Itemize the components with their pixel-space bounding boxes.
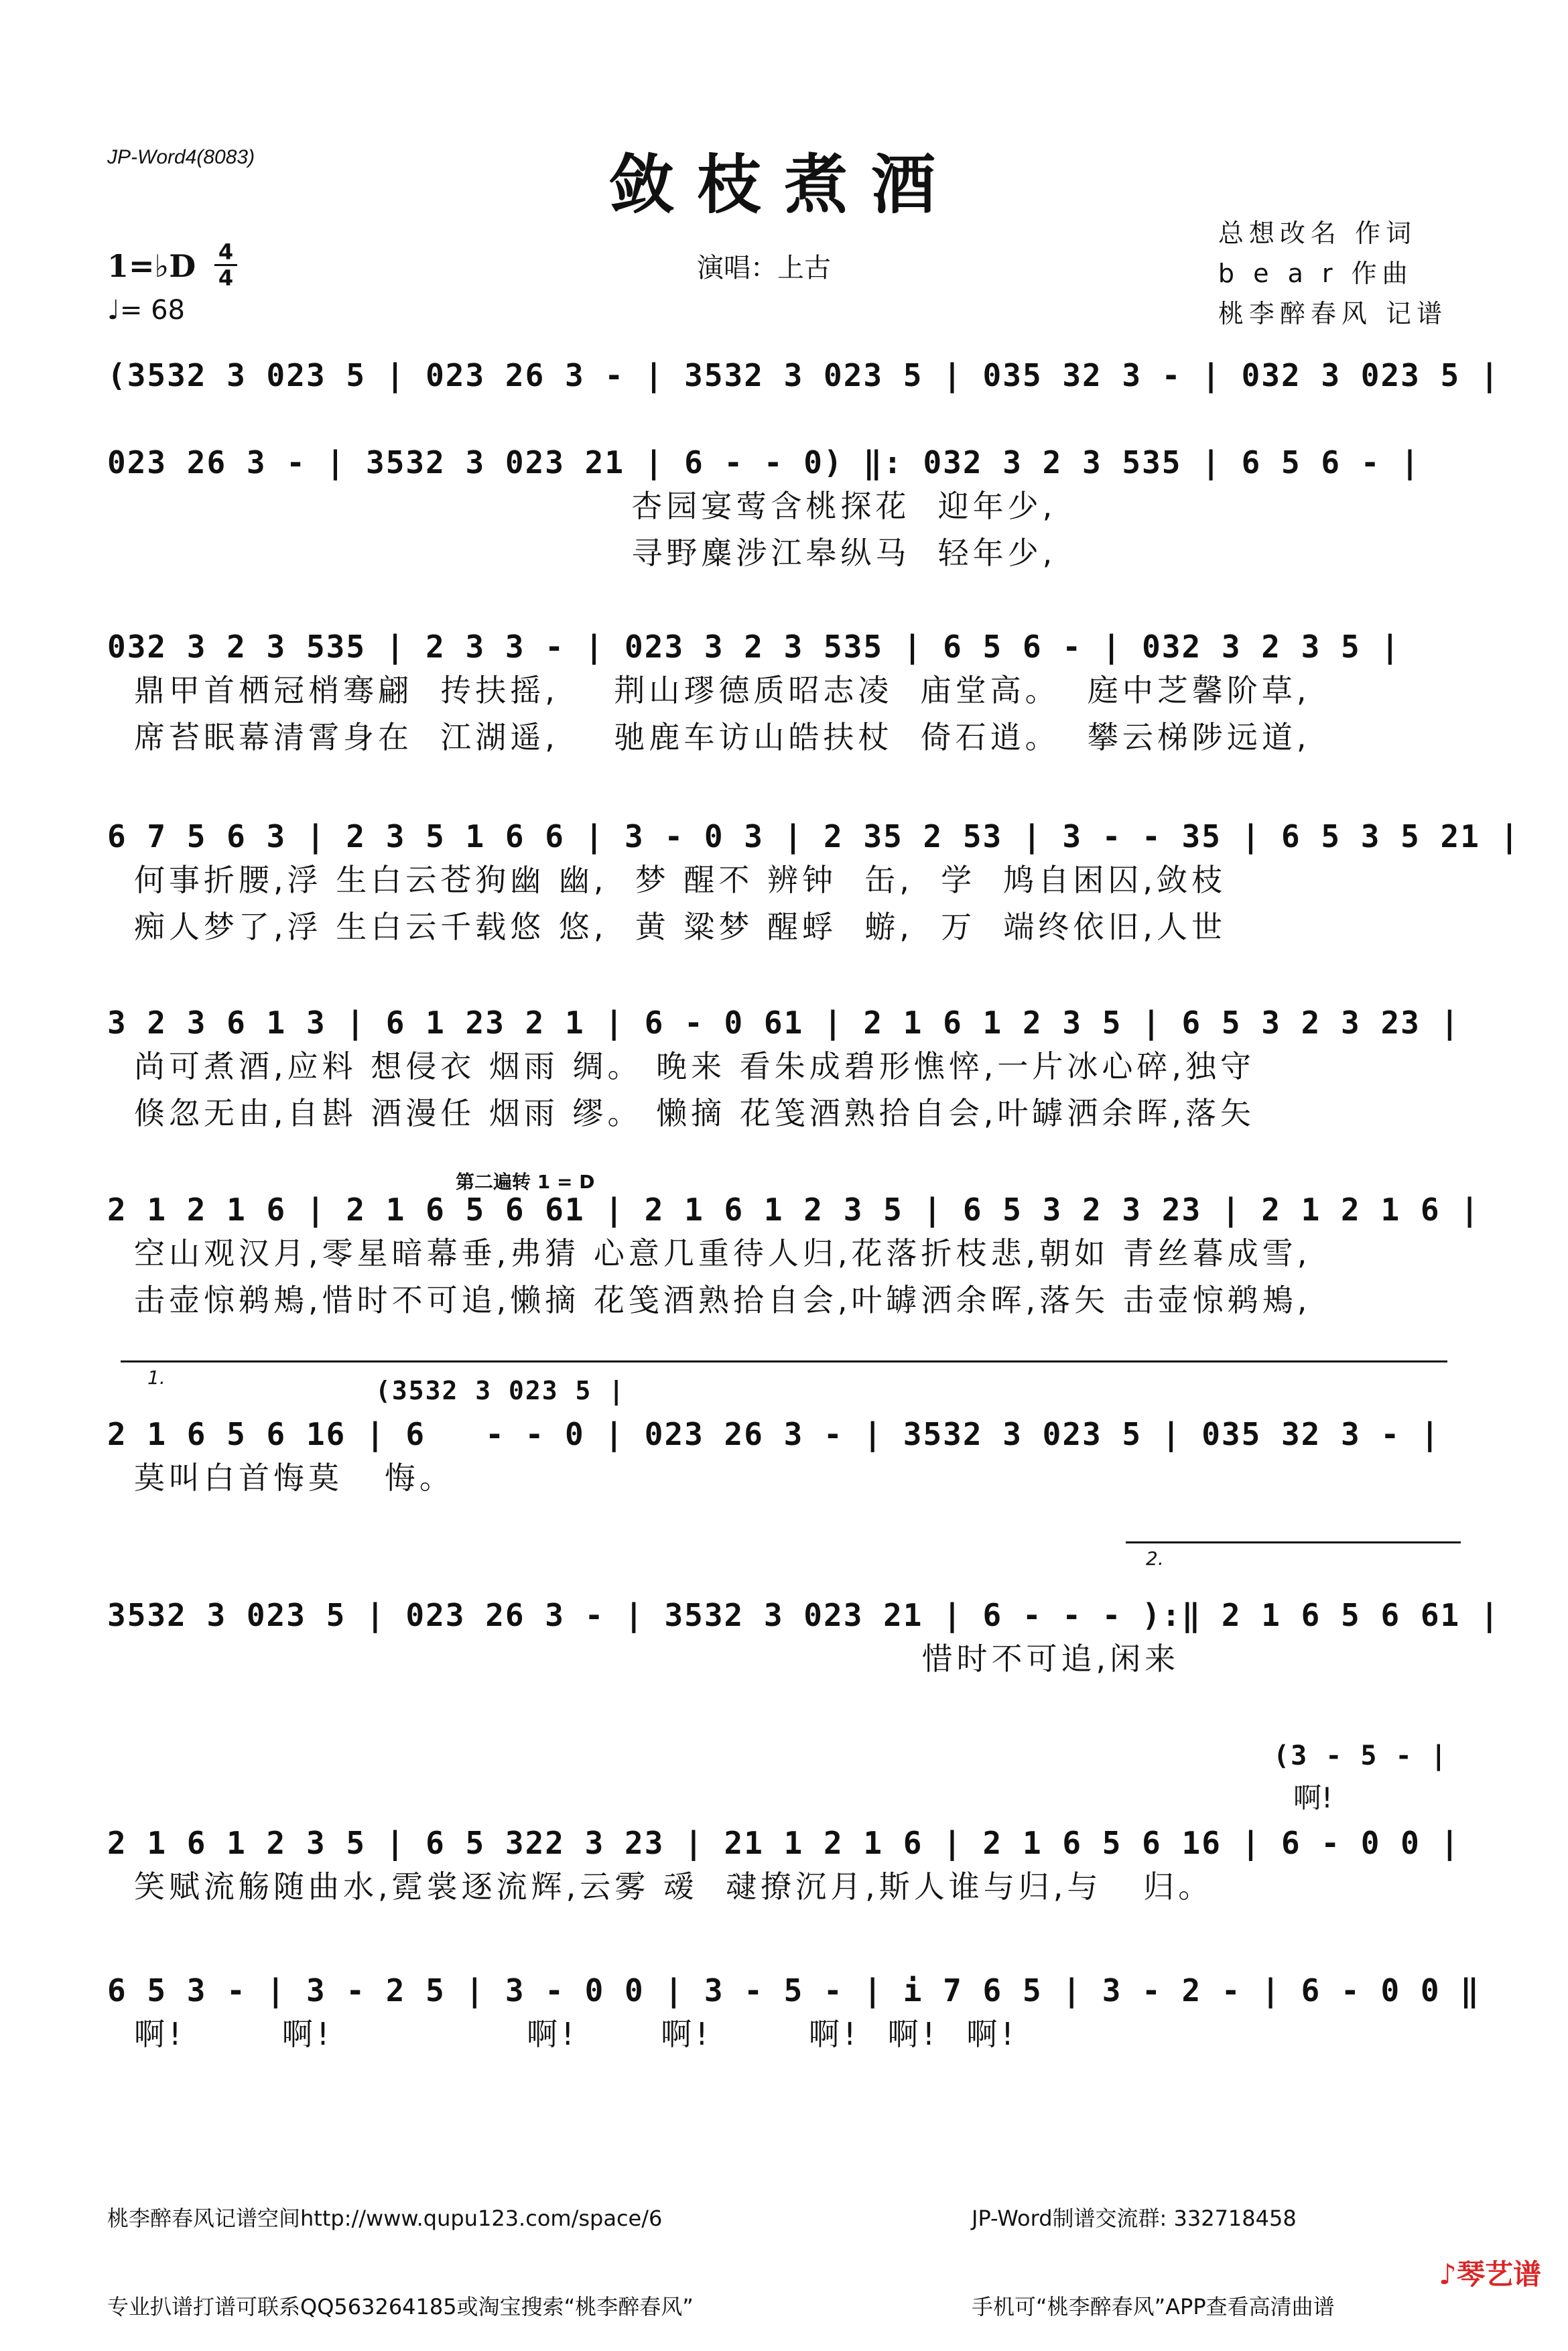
lyric-verse-1: 鼎甲首栖冠梢骞翩 抟扶摇, 荆山璆德质昭志凌 庙堂高。 庭中芝馨阶草, bbox=[134, 672, 1311, 708]
notes-line: 2 1 6 1 2 3 5 | 6 5 322 3 23 | 21 1 2 1 6 | 2 1 6 5 6 16 | 6 - 0 0 | bbox=[107, 1825, 1461, 1861]
footer-app: 手机可“桃李醉春风”APP查看高清曲谱 bbox=[972, 2294, 1335, 2320]
time-top: 4 bbox=[218, 239, 234, 265]
logo-text: 琴艺谱 bbox=[1456, 2258, 1541, 2291]
score-system-9 bbox=[107, 1823, 1461, 1910]
lyric-verse-2: 倏忽无由,自斟 酒漫任 烟雨 缪。 懒摘 花笺酒熟拾自会,叶罅洒余晖,落矢 bbox=[134, 1095, 1255, 1131]
score-system-7 bbox=[107, 1414, 1461, 1501]
lyric-verse-1: 笑赋流觞随曲水,霓裳逐流辉,云雾 叆 叇撩沉月,斯人谁与归,与 归。 bbox=[134, 1868, 1214, 1905]
software-label: JP-Word4(8083) bbox=[107, 146, 255, 168]
lyric-verse-1: 莫叫白首悔莫 悔。 bbox=[134, 1460, 454, 1496]
time-signature bbox=[214, 241, 237, 289]
site-logo bbox=[1439, 2252, 1541, 2293]
footer-space-link: 桃李醉春风记谱空间http://www.qupu123.com/space/6 bbox=[107, 2206, 663, 2231]
notes-line: 3 2 3 6 1 3 | 6 1 23 2 1 | 6 - 0 61 | 2 1 6 1 2 3 5 | 6 5 3 2 3 23 | bbox=[107, 1005, 1461, 1041]
ending-2-label: 2. bbox=[1146, 1547, 1164, 1570]
tempo: ♩= 68 bbox=[107, 295, 185, 326]
credits bbox=[1218, 213, 1447, 334]
singer: 演唱：上古 bbox=[697, 253, 831, 283]
lyricist: 总想改名 作词 bbox=[1218, 218, 1417, 248]
notes-line: 2 1 6 5 6 16 | 6 - - 0 | 023 26 3 - | 3532 3 023 5 | 035 32 3 - | bbox=[107, 1416, 1441, 1452]
ending-2-bracket bbox=[1126, 1541, 1461, 1570]
logo-icon: ♪ bbox=[1439, 2258, 1457, 2291]
composer: b e a r 作曲 bbox=[1218, 259, 1413, 288]
lyric-verse-1: 尚可煮酒,应料 想侵衣 烟雨 绸。 晚来 看朱成碧形憔悴,一片冰心碎,独守 bbox=[134, 1048, 1255, 1084]
lyric-verse-2: 击壶惊鹈鴂,惜时不可追,懒摘 花笺酒熟拾自会,叶罅洒余晖,落矢 击壶惊鹈鴂, bbox=[134, 1282, 1311, 1318]
bracket-notes: (3 - 5 - | bbox=[1273, 1740, 1448, 1771]
footer-right bbox=[972, 2145, 1335, 2351]
notes-line: (3532 3 023 5 | 023 26 3 - | 3532 3 023 5 | 035 32 3 - | 032 3 023 5 | bbox=[107, 357, 1500, 393]
score-system-10 bbox=[107, 1970, 1480, 2057]
ending-1-label: 1. bbox=[147, 1367, 166, 1389]
lyric-verse-1: 何事折腰,浮 生白云苍狗幽 幽, 梦 醒不 辨钟 缶, 学 鸠自困囚,敛枝 bbox=[134, 862, 1226, 898]
bracket-notes: (3532 3 023 5 | bbox=[375, 1376, 626, 1405]
score-system-1 bbox=[107, 355, 1500, 395]
modulation-note: 第二遍转 1 = D bbox=[456, 1171, 595, 1193]
footer-group: JP-Word制谱交流群: 332718458 bbox=[972, 2206, 1297, 2231]
notes-line: 6 7 5 6 3 | 2 3 5 1 6 6 | 3 - 0 3 | 2 35 2 53 | 3 - - 35 | 6 5 3 5 21 | bbox=[107, 818, 1520, 854]
lyric-verse-1: 惜时不可追,闲来 bbox=[134, 1641, 1180, 1677]
score-system-8 bbox=[107, 1595, 1500, 1682]
notes-line: 023 26 3 - | 3532 3 023 21 | 6 - - 0) ‖: 032 3 2 3 535 | 6 5 6 - | bbox=[107, 444, 1421, 481]
lyric-verse-2: 席苔眠幕清霄身在 江湖遥, 驰鹿车访山皓扶杖 倚石逍。 攀云梯陟远道, bbox=[134, 719, 1311, 755]
bracket-lyric: 啊! bbox=[1293, 1781, 1333, 1814]
transcriber: 桃李醉春风 记谱 bbox=[1218, 299, 1447, 328]
score-system-3 bbox=[107, 627, 1461, 761]
footer-contact: 专业扒谱打谱可联系QQ563264185或淘宝搜索“桃李醉春风” bbox=[107, 2294, 694, 2320]
notes-line: 2 1 2 1 6 | 2 1 6 5 6 61 | 2 1 6 1 2 3 5 | 6 5 3 2 3 23 | 2 1 2 1 6 | bbox=[107, 1192, 1480, 1228]
score-system-6 bbox=[107, 1190, 1480, 1324]
notes-line: 3532 3 023 5 | 023 26 3 - | 3532 3 023 21 | 6 - - - ):‖ 2 1 6 5 6 61 | bbox=[107, 1597, 1500, 1633]
score-system-2 bbox=[107, 442, 1461, 576]
lyric-verse-1: 空山观汉月,零星暗幕垂,弗猜 心意几重待人归,花落折枝悲,朝如 青丝暮成雪, bbox=[134, 1235, 1311, 1271]
notes-line: 032 3 2 3 535 | 2 3 3 - | 023 3 2 3 535 | 6 5 6 - | 032 3 2 3 5 | bbox=[107, 629, 1401, 665]
lyric-verse-2: 寻野麋涉江皋纵马 轻年少, bbox=[134, 535, 1057, 571]
ending-1-bracket bbox=[121, 1360, 1447, 1389]
lyric-verse-1: 杏园宴莺含桃探花 迎年少, bbox=[134, 488, 1057, 524]
footer-left bbox=[107, 2145, 694, 2351]
song-title: 敛枝煮酒 bbox=[610, 147, 958, 223]
score-system-4 bbox=[107, 816, 1520, 950]
notes-line: 6 5 3 - | 3 - 2 5 | 3 - 0 0 | 3 - 5 - | i 7 6 5 | 3 - 2 - | 6 - 0 0 ‖ bbox=[107, 1972, 1480, 2009]
score-system-5 bbox=[107, 1003, 1461, 1137]
lyric-verse-1: 啊! 啊! 啊! 啊! 啊! 啊! 啊! bbox=[134, 2016, 1018, 2052]
lyric-verse-2: 痴人梦了,浮 生白云千载悠 悠, 黄 粱梦 醒蜉 蝣, 万 端终依旧,人世 bbox=[134, 909, 1226, 945]
key-signature: 1=♭D bbox=[107, 248, 196, 284]
time-bottom: 4 bbox=[218, 265, 234, 291]
